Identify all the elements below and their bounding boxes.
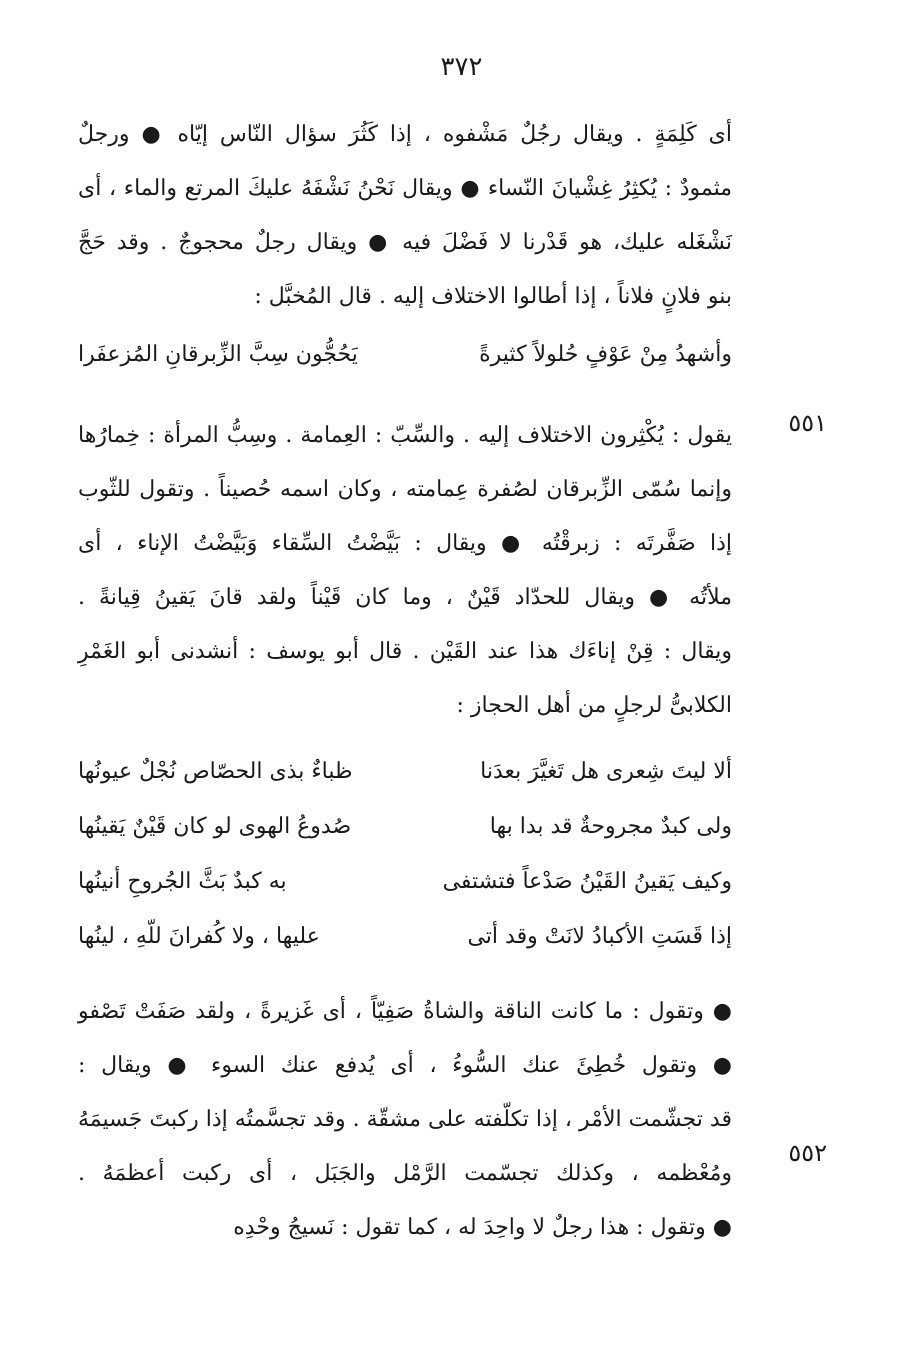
- text-line: يقول : يُكْثِرون الاختلاف إليه . والسِّبّ : العِمامة . وسِبُّ المرأة : خِمارُها: [78, 423, 732, 448]
- text-line: ● وتقول : ما كانت الناقة والشاةُ صَفِيّاً ، أى غَزيرةً ، ولقد صَفَتْ تَصْفو: [78, 999, 732, 1024]
- text-line: إذا صَفَّرتَه : زبرقْتُه ● ويقال : بَيَّضْتُ السِّقاء وَبَيَّضْتُ الإناء ، أى: [78, 531, 732, 556]
- verse-line: [78, 328, 732, 382]
- text-line: ● وتقول خُطِئَ عنك السُّوءُ ، أى يُدفع عنك السوء ● ويقال :: [78, 1053, 732, 1078]
- verse-second-hemistich: عليها ، ولا كُفرانَ للّهِ ، لينُها: [78, 924, 320, 949]
- verse-first-hemistich: وأشهدُ مِنْ عَوْفٍ حُلولاً كثيرةً: [479, 342, 732, 367]
- verse-second-hemistich: به كبدٌ بَثَّ الجُروحِ أنينُها: [78, 869, 287, 894]
- section-number-552: ٥٥٢: [788, 1139, 827, 1167]
- text-line: بنو فلانٍ فلاناً ، إذا أطالوا الاختلاف إليه . قال المُخبَّل :: [254, 284, 732, 309]
- verse-second-hemistich: يَحُجُّون سِبَّ الزِّبرقانِ المُزعفَرا: [78, 342, 358, 367]
- verse-first-hemistich: إذا قَسَتِ الأكبادُ لانَتْ وقد أتى: [467, 924, 732, 949]
- text-line: ويقال : قِنْ إناءَك هذا عند القَيْن . قال أبو يوسف : أنشدنى أبو الغَمْرِ: [78, 639, 732, 664]
- text-line: ومُعْظمه ، وكذلك تجسّمت الرَّمْل والجَبَل ، أى ركبت أعظمَهُ .: [78, 1161, 732, 1186]
- verse-line: [78, 910, 732, 964]
- paragraph-intro: [78, 108, 732, 324]
- verse-second-hemistich: صُدوعُ الهوى لو كان قَيْنٌ يَقينُها: [78, 814, 352, 839]
- text-line: نَشْغَله عليك، هو قَدْرنا لا فَضْلَ فيه ● ويقال رجلٌ محجوجٌ . وقد حَجَّ: [78, 230, 733, 255]
- verse-line: [78, 855, 732, 909]
- verse-first-hemistich: ولى كبدٌ مجروحةٌ قد بدا بها: [489, 814, 732, 839]
- text-line: قد تجشّمت الأمْر ، إذا تكلّفته على مشقّة . وقد تجسَّمتُه إذا ركبتَ جَسيمَهُ: [78, 1107, 732, 1132]
- paragraph-552: [78, 985, 732, 1255]
- text-line: الكلابىُّ لرجلٍ من أهل الحجاز :: [456, 693, 732, 718]
- verse-first-hemistich: وكيف يَقينُ القَيْنُ صَدْعاً فتشتفى: [442, 869, 732, 894]
- text-line: ملأتُه ● ويقال للحدّاد قَيْنٌ ، وما كان قَيْناً ولقد قانَ يَقينُ قِيانةً .: [78, 585, 732, 610]
- verse-first-hemistich: ألا ليتَ شِعرى هل تَغيَّرَ بعدَنا: [480, 759, 732, 784]
- text-line: أى كَلِمَةٍ . ويقال رجُلٌ مَشْفوه ، إذا كَثُرَ سؤال النّاس إيّاه ● ورجلٌ: [78, 122, 732, 147]
- text-line: مثمودٌ : يُكثِرُ غِشْيانَ النّساء ● ويقال نَحْنُ نَشْفَهُ عليكَ المرتع والماء ، أى: [78, 176, 732, 201]
- page-number: ٣٧٢: [440, 52, 483, 82]
- text-line: وإنما سُمّى الزِّبرقان لصُفرة عِمامته ، وكان اسمه حُصيناً . وتقول للثّوب: [78, 477, 732, 502]
- verse-line: [78, 800, 732, 854]
- text-line: ● وتقول : هذا رجلٌ لا واحِدَ له ، كما تقول : نَسيجُ وحْدِه: [233, 1215, 732, 1240]
- paragraph-551: [78, 409, 732, 733]
- verse-line: [78, 745, 732, 799]
- section-number-551: ٥٥١: [788, 409, 827, 437]
- verse-second-hemistich: ظباءٌ بذى الحصّاص نُجْلٌ عيونُها: [78, 759, 353, 784]
